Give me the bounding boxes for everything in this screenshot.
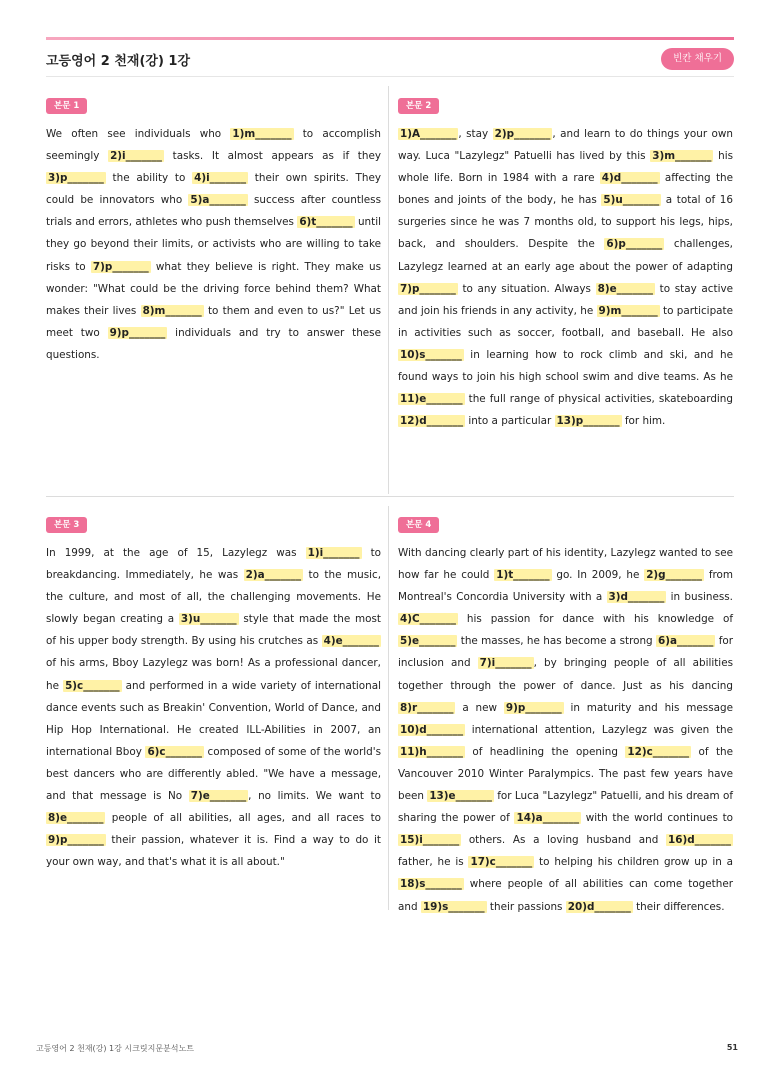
text-segment: of headlining the opening <box>464 745 626 758</box>
blank-field[interactable]: 5)a_______ <box>190 194 246 207</box>
blank-field[interactable]: 5)e_______ <box>400 635 456 648</box>
blank-field[interactable]: 8)e_______ <box>48 812 104 825</box>
text-segment: We often see individuals who <box>46 128 231 140</box>
blank-field[interactable]: 13)e_______ <box>429 790 492 803</box>
footer-text: 고등영어 2 천재(강) 1강 시크릿지문분석노트 <box>36 1044 194 1053</box>
blank-field[interactable]: 7)i_______ <box>479 657 532 670</box>
text-segment: style that made the most of his upper body strength. By using his crutches as <box>46 613 381 648</box>
blank-field[interactable]: 4)i_______ <box>194 172 247 185</box>
text-segment: of his arms, Bboy Lazylegz was born! As a professional dancer, he <box>46 657 381 692</box>
blank-field[interactable]: 6)p_______ <box>606 238 663 251</box>
section-1 <box>46 93 381 366</box>
text-segment: international attention, Lazylegz was given the <box>465 723 733 736</box>
text-segment: to the music, the culture, and most of all, the challenging movements. He slowly began creating a <box>46 569 382 626</box>
text-segment: to them and even to us?" Let us meet two <box>46 304 381 339</box>
top-accent-bar <box>46 37 734 40</box>
text-segment: the ability to <box>105 172 193 185</box>
blank-field[interactable]: 1)A_______ <box>400 128 457 140</box>
text-segment: the full range of physical activities, skateboarding <box>464 393 733 406</box>
text-segment: from Montreal's Concordia University with a <box>398 569 734 604</box>
blank-field[interactable]: 14)a_______ <box>516 812 580 825</box>
blank-field[interactable]: 3)p_______ <box>48 172 104 185</box>
text-segment: success after countless trials and errors, athletes who push themselves <box>46 194 381 229</box>
text-segment: with the world continues to <box>581 812 734 825</box>
blank-field[interactable]: 9)p_______ <box>109 326 166 339</box>
text-segment: to participate in activities such as soccer, football, and baseball. He also <box>398 304 733 339</box>
row-divider <box>46 496 734 497</box>
text-segment: to any situation. Always <box>457 282 596 295</box>
text-segment: composed of some of the world's best dancers who are differently abled. "We have a message, and that message is No <box>46 745 381 803</box>
page-number: 51 <box>726 1043 738 1052</box>
blank-field[interactable]: 9)p_______ <box>48 834 104 847</box>
blank-field[interactable]: 6)t_______ <box>299 216 353 229</box>
section-body <box>46 123 381 366</box>
blank-field[interactable]: 3)u_______ <box>180 613 237 626</box>
blank-field[interactable]: 15)i_______ <box>400 834 460 847</box>
blank-field[interactable]: 10)d_______ <box>400 723 464 736</box>
blank-field[interactable]: 4)e_______ <box>323 635 379 648</box>
text-segment: their own spirits. They could be innovators who <box>46 172 382 207</box>
blank-field[interactable]: 7)p_______ <box>400 282 456 295</box>
text-segment: his whole life. Born in 1984 with a rare <box>398 150 733 185</box>
blank-field[interactable]: 7)e_______ <box>190 790 247 803</box>
section-badge: 본문 2 <box>398 98 439 114</box>
text-segment: a new <box>455 701 504 714</box>
section-body <box>398 123 733 432</box>
blank-field[interactable]: 16)d_______ <box>667 834 731 847</box>
text-segment: father, he is <box>398 856 469 869</box>
blank-field[interactable]: 9)m_______ <box>598 304 658 317</box>
text-segment: their differences. <box>632 900 725 913</box>
text-segment: the masses, he has become a strong <box>457 635 656 648</box>
blank-field[interactable]: 1)i_______ <box>307 547 360 559</box>
blank-field[interactable]: 9)p_______ <box>505 701 562 714</box>
blank-field[interactable]: 2)p_______ <box>494 128 551 140</box>
text-segment: of the Vancouver 2010 Winter Paralympics. The past few years have been <box>398 745 733 803</box>
text-segment: for him. <box>621 415 666 428</box>
column-divider-top <box>388 86 389 494</box>
text-segment: to accomplish seemingly <box>46 128 381 163</box>
section-4 <box>398 512 733 918</box>
text-segment: a total of 16 surgeries since he was 7 months old, to support his legs, hips, back, and shoulders. Despite the <box>398 194 733 251</box>
text-segment: in learning how to rock climb and ski, and he found ways to join his high school swim and dive teams. As he <box>398 348 733 384</box>
header-divider <box>46 76 734 77</box>
blank-field[interactable]: 2)a_______ <box>245 569 302 582</box>
section-badge: 본문 1 <box>46 98 87 114</box>
fill-in-blanks-button[interactable]: 빈칸 채우기 <box>661 48 734 70</box>
column-divider-bottom <box>388 506 389 910</box>
blank-field[interactable]: 8)r_______ <box>400 701 454 714</box>
blank-field[interactable]: 4)d_______ <box>601 172 658 185</box>
text-segment: challenges, Lazylegz learned at an early age about the power of adapting <box>398 238 733 273</box>
text-segment: others. As a loving husband and <box>461 834 666 847</box>
blank-field[interactable]: 19)s_______ <box>422 900 485 913</box>
blank-field[interactable]: 11)e_______ <box>400 393 463 406</box>
blank-field[interactable]: 3)m_______ <box>652 150 712 163</box>
blank-field[interactable]: 4)C_______ <box>400 613 456 626</box>
text-segment: where people of all abilities can come together and <box>398 878 733 913</box>
blank-field[interactable]: 8)e_______ <box>597 282 653 295</box>
blank-field[interactable]: 5)u_______ <box>603 194 660 207</box>
text-segment: , and learn to do things your own way. Luca "Lazylegz" Patuelli has lived by this <box>398 128 733 163</box>
section-2 <box>398 93 733 432</box>
blank-field[interactable]: 12)d_______ <box>400 415 464 428</box>
text-segment: go. In 2009, he <box>551 569 645 582</box>
blank-field[interactable]: 3)d_______ <box>608 591 665 604</box>
text-segment: In 1999, at the age of 15, Lazylegz was <box>46 547 306 559</box>
text-segment: into a particular <box>465 415 555 428</box>
blank-field[interactable]: 17)c_______ <box>470 856 533 869</box>
blank-field[interactable]: 6)c_______ <box>147 745 202 758</box>
blank-field[interactable]: 1)m_______ <box>232 128 292 140</box>
text-segment: , by bringing people of all abilities together through the power of dance. Just as his dancing <box>398 657 733 692</box>
text-segment: until they go beyond their limits, or activists who are willing to take risks to <box>46 216 381 273</box>
text-segment: individuals and try to answer these questions. <box>46 326 381 361</box>
text-segment: for Luca "Lazylegz" Patuelli, and his dream of sharing the power of <box>398 790 733 825</box>
text-segment: to helping his children grow up in a <box>534 856 733 869</box>
text-segment: his passion for dance with his knowledge of <box>457 613 733 626</box>
blank-field[interactable]: 12)c_______ <box>627 745 690 758</box>
section-3 <box>46 512 381 873</box>
blank-field[interactable]: 6)a_______ <box>658 635 714 648</box>
text-segment: to stay active and join his friends in any activity, he <box>398 282 733 317</box>
blank-field[interactable]: 10)s_______ <box>400 348 462 361</box>
text-segment: tasks. It almost appears as if they <box>164 150 381 163</box>
text-segment: in business. <box>666 591 733 604</box>
blank-field[interactable]: 2)i_______ <box>110 150 162 163</box>
text-segment: affecting the bones and joints of the body, he has <box>398 172 733 207</box>
blank-field[interactable]: 8)m_______ <box>142 304 202 317</box>
text-segment: their passion, whatever it is. Find a way to do it your own way, and that's what it is all about." <box>46 834 381 869</box>
blank-field[interactable]: 2)g_______ <box>646 569 702 582</box>
section-body <box>46 542 381 873</box>
text-segment: for inclusion and <box>398 635 733 670</box>
section-body <box>398 542 733 918</box>
text-segment: With dancing clearly part of his identity, Lazylegz wanted to see how far he could <box>398 547 733 582</box>
blank-field[interactable]: 5)c_______ <box>65 679 120 692</box>
text-segment: in maturity and his message <box>563 701 733 714</box>
page-title: 고등영어 2 천재(강) 1강 <box>46 54 191 69</box>
text-segment: , no limits. We want to <box>248 790 381 803</box>
blank-field[interactable]: 18)s_______ <box>400 878 462 891</box>
blank-field[interactable]: 11)h_______ <box>400 745 463 758</box>
blank-field[interactable]: 20)d_______ <box>567 900 631 913</box>
page-header <box>46 48 734 72</box>
blank-field[interactable]: 1)t_______ <box>496 569 550 582</box>
text-segment: their passions <box>486 900 566 913</box>
blank-field[interactable]: 7)p_______ <box>92 260 149 273</box>
text-segment: and performed in a wide variety of international dance events such as Breakin' Convention, World of Dance, and Hip Hop International. He created ILL-Abilities in 2007, an international Bboy <box>46 679 382 758</box>
blank-field[interactable]: 13)p_______ <box>556 415 620 428</box>
text-segment: people of all abilities, all ages, and all races to <box>105 812 381 825</box>
section-badge: 본문 3 <box>46 517 87 533</box>
section-badge: 본문 4 <box>398 517 439 533</box>
text-segment: , stay <box>458 128 493 140</box>
text-segment: to breakdancing. Immediately, he was <box>46 547 381 582</box>
text-segment: what they believe is right. They make us wonder: "What could be the driving force behind them? What makes their lives <box>46 260 381 317</box>
